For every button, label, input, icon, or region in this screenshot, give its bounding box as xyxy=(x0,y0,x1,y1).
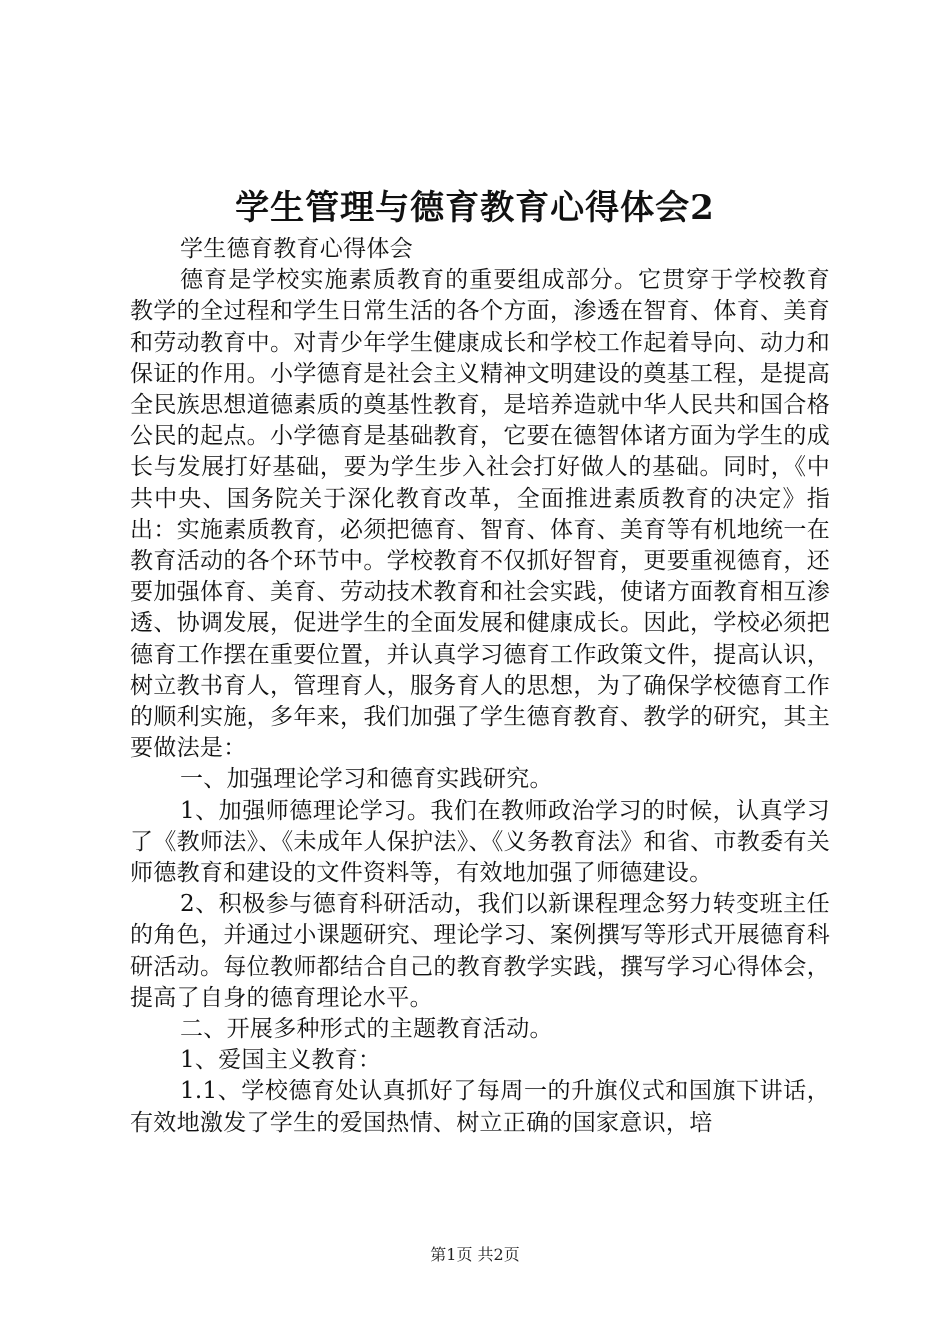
document-title: 学生管理与德育教育心得体会2 xyxy=(235,188,715,228)
body-paragraph: 德育是学校实施素质教育的重要组成部分。它贯穿于学校教育教学的全过程和学生日常生活的各个方面，渗透在智育、体育、美育和劳动教育中。对青少年学生健康成长和学校工作起着导向、动力和保证的作用。小学德育是社会主义精神文明建设的奠基工程，是提高全民族思想道德素质的奠基性教育，是培养造就中华人民共和国合格公民的起点。小学德育是基础教育，它要在德智体诸方面为学生的成长与发展打好基础，要为学生步入社会打好做人的基础。同时，《中共中央、国务院关于深化教育改革，全面推进素质教育的决定》指出：实施素质教育，必须把德育、智育、体育、美育等有机地统一在教育活动的各个环节中。学校教育不仅抓好智育，更要重视德育，还要加强体育、美育、劳动技术教育和社会实践，使诸方面教育相互渗透、协调发展，促进学生的全面发展和健康成长。因此，学校必须把德育工作摆在重要位置，并认真学习德育工作政策文件，提高认识，树立教书育人，管理育人，服务育人的思想，为了确保学校德育工作的顺利实施，多年来，我们加强了学生德育教育、教学的研究，其主要做法是： xyxy=(130,267,830,762)
section-subtitle: 学生德育教育心得体会 xyxy=(180,236,413,262)
subsection-heading: 1、爱国主义教育： xyxy=(180,1047,382,1074)
body-paragraph: 1、加强师德理论学习。我们在教师政治学习的时候，认真学习了《教师法》、《未成年人保护法》、《义务教育法》和省、市教委有关师德教育和建设的文件资料等，有效地加强了师德建设。 xyxy=(130,797,830,887)
body-paragraph: 2、积极参与德育科研活动，我们以新课程理念努力转变班主任的角色，并通过小课题研究、理论学习、案例撰写等形式开展德育科研活动。每位教师都结合自己的教育教学实践，撰写学习心得体会，提高了自身的德育理论水平。 xyxy=(130,891,830,1011)
section-heading: 二、开展多种形式的主题教育活动。 xyxy=(180,1016,553,1043)
section-heading: 一、加强理论学习和德育实践研究。 xyxy=(180,766,553,793)
page-number: 第1页 共2页 xyxy=(430,1245,520,1264)
document-body xyxy=(130,234,830,1139)
body-paragraph: 1.1、学校德育处认真抓好了每周一的升旗仪式和国旗下讲话，有效地激发了学生的爱国热情、树立正确的国家意识，培 xyxy=(130,1078,830,1136)
